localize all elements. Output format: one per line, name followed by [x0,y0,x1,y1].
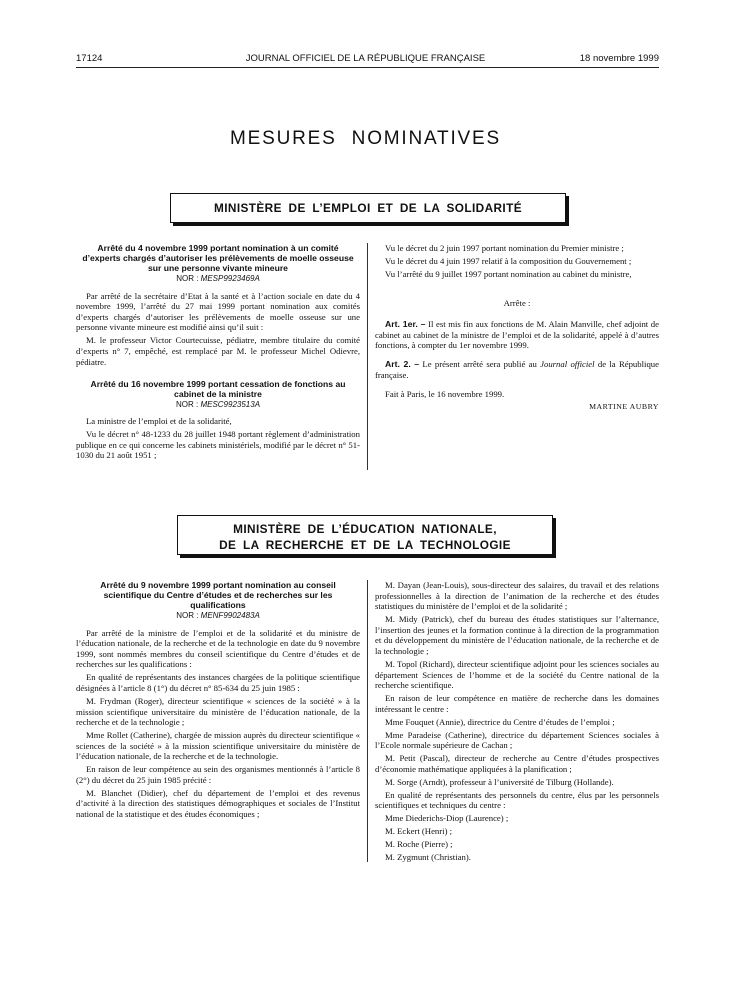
section1-left-column [76,243,360,463]
signature: MARTINE AUBRY [589,402,659,412]
paragraph: Mme Rollet (Catherine), chargée de mission auprès du directeur scientifique « sciences de la société » à la mission scientifique universitaire du ministère de l’éducation nationale, de la recherche et de la technologie. [76,730,360,762]
nor-code: MESP9923469A [200,274,260,283]
paragraph: En raison de leur compétence au sein des organismes mentionnés à l’article 8 (2°) du décret du 25 juin 1985 précité : [76,764,360,785]
paragraph: M. Roche (Pierre) ; [385,839,453,850]
paragraph: Mme Fouquet (Annie), directrice du Centre d’études de l’emploi ; [385,716,615,727]
paragraph: M. Dayan (Jean-Louis), sous-directeur des salaires, du travail et des relations professionnelles à la direction de l’animation de la recherche et des études statistiques du ministère de l’emploi et de la solidarité ; [375,580,659,612]
article-italic: Journal officiel [540,359,595,370]
ministry-name: MINISTÈRE DE L’EMPLOI ET DE LA SOLIDARITÉ [214,201,522,215]
article-1 [375,319,659,351]
decree-title: Arrêté du 9 novembre 1999 portant nomination au conseil scientifique du Centre d’études et de recherches sur les qualifications [100,580,336,610]
section1-right-column [375,243,659,415]
paragraph: Par arrêté de la ministre de l’emploi et de la solidarité et du ministre de l’éducation nationale, de la recherche et de la technologie en date du 9 novembre 1999, sont nommés membres du conseil scientifique du Centre d’études et de recherches sur les qualifications : [76,627,360,670]
journal-title: JOURNAL OFFICIEL DE LA RÉPUBLIQUE FRANÇAISE [245,53,486,64]
article-label: Art. 1er. – [385,318,426,329]
paragraph: M. le professeur Victor Courtecuisse, pédiatre, membre titulaire du comité d’experts n° 7, empêché, est remplacé par M. le professeur Michel Odievre, pédiatre. [76,335,360,367]
nor-reference [76,611,360,622]
column-divider [367,243,368,470]
article-text: Le présent arrêté sera publié au [422,359,537,370]
ministry-box-education [177,515,553,555]
issue-date: 18 novembre 1999 [579,53,659,64]
paragraph: Par arrêté de la secrétaire d’Etat à la santé et à l’action sociale en date du 4 novembre 1999, l’arrêté du 27 mai 1999 portant nomination aux comités d’experts chargés d’autoriser les prélèvements de moelle osseuse sur une personne vivante mineure est modifié ainsi qu’il suit : [76,290,360,333]
nor-label: NOR : [175,399,199,409]
ministry-name-line1: MINISTÈRE DE L’ÉDUCATION NATIONALE, [233,522,497,536]
decree-title: Arrêté du 4 novembre 1999 portant nomination à un comité d’experts chargés d’autoriser les prélèvements de moelle osseuse sur une personne vivante mineure [82,243,354,273]
page-number: 17124 [76,53,103,64]
nor-reference [76,274,360,285]
paragraph: Mme Paradeise (Catherine), directrice du département Sciences sociales à l’Ecole normale supérieure de Cachan ; [375,729,659,751]
done-at: Fait à Paris, le 16 novembre 1999. [385,388,505,399]
nor-reference [76,400,360,411]
paragraph: M. Eckert (Henri) ; [385,826,453,837]
paragraph: En qualité de représentants des personnels du centre, élus par les personnels scientifiques et techniques du centre : [375,789,659,811]
section2-left-column [76,580,360,822]
paragraph: Vu le décret n° 48-1233 du 28 juillet 1948 portant règlement d’administration publique en ce qui concerne les cabinets ministériels, modifié par le décret n° 51-1030 du 21 août 1951 ; [76,429,360,461]
nor-code: MESC9923513A [200,399,261,409]
article-label: Art. 2. – [385,359,420,370]
paragraph: Vu l’arrêté du 9 juillet 1997 portant nomination au cabinet du ministre, [385,268,632,279]
article-text: Il est mis fin aux fonctions de M. Alain Manville, chef adjoint de cabinet au cabinet de la ministre de l’emploi et de la solidarité, appelé à d’autres fonctions, à compter du 1er novembre 1999. [375,318,660,351]
paragraph: M. Midy (Patrick), chef du bureau des études statistiques sur l’alternance, l’insertion des jeunes et la formation continue à la direction de la programmation et du développement du ministère de l’éducation nationale, de la recherche et de la technologie ; [375,614,659,656]
paragraph: Mme Diederichs-Diop (Laurence) ; [385,813,509,824]
section2-right-column [375,580,659,865]
paragraph: M. Frydman (Roger), directeur scientifique « sciences de la société » à la mission scientifique universitaire du ministère de l’éducation nationale, de la recherche et de la technologie ; [76,695,360,728]
nor-label: NOR : [176,274,199,283]
paragraph: M. Petit (Pascal), directeur de recherche au Centre d’études prospectives d’économie mathématique appliquées à la planification ; [375,753,659,774]
ministry-name-line2: DE LA RECHERCHE ET DE LA TECHNOLOGIE [219,538,511,552]
decree-title: Arrêté du 16 novembre 1999 portant cessation de fonctions au cabinet de la ministre [90,378,346,399]
paragraph: M. Topol (Richard), directeur scientifique adjoint pour les sciences sociales au département Sciences de l’homme et de la société du Centre national de la recherche scientifique. [375,658,659,691]
column-divider [367,580,368,862]
paragraph: M. Sorge (Arndt), professeur à l’université de Tilburg (Hollande). [385,776,614,787]
paragraph: M. Zygmunt (Christian). [385,852,471,863]
main-title: MESURES NOMINATIVES [230,128,501,149]
paragraph: En raison de leur compétence en matière de recherche dans les domaines intéressant le centre : [375,693,659,714]
paragraph: En qualité de représentants des instances chargées de la politique scientifique désignées à l’article 8 (1°) du décret n° 85-634 du 25 juin 1985 : [76,672,360,693]
nor-label: NOR : [176,611,199,620]
header-rule [76,67,659,68]
paragraph: M. Blanchet (Didier), chef du département de l’emploi et des revenus d’activité à la direction des statistiques démographiques et sociales de l’Institut national de la statistique et des études économiques ; [76,787,360,820]
paragraph: La ministre de l’emploi et de la solidarité, [86,416,232,427]
nor-code: MENF9902483A [200,611,260,620]
article-2 [375,359,659,380]
article-text: de la République française. [375,359,659,380]
arrete-heading: Arrête : [503,297,531,308]
paragraph: Vu le décret du 4 juin 1997 relatif à la composition du Gouvernement ; [385,255,632,266]
ministry-box-emploi [170,193,566,223]
paragraph: Vu le décret du 2 juin 1997 portant nomination du Premier ministre ; [385,243,624,253]
